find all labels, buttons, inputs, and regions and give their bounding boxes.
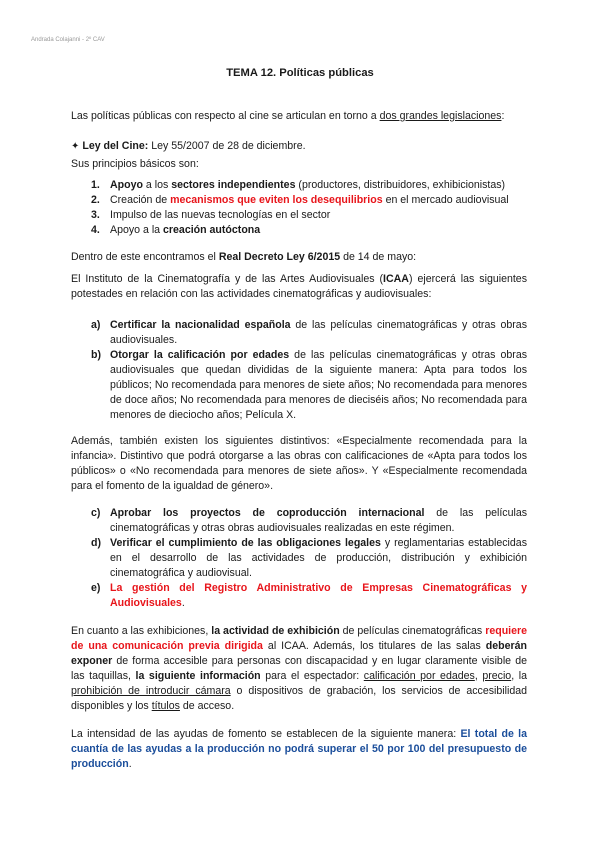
- exhibiciones-paragraph: En cuanto a las exhibiciones, la actividad de exhibición de películas cinematográficas requiere de una comunicación previa dirigida al ICAA. Además, los titulares de las salas deberán exponer de forma accesible para personas con discapacidad y en lugar claramente visible de las taquillas, la siguiente información para el espectador: calificación por edades, precio, la prohibición de introducir cámara o dispositivos de grabación, los servicios de accesibilidad disponibles y los títulos de acceso.: [71, 625, 528, 712]
- intro-paragraph: Las políticas públicas con respecto al cine se articulan en torno a dos grandes legislaciones:: [71, 110, 505, 122]
- potestades-list-ce: [91, 506, 527, 611]
- list-item: 3. Impulso de las nuevas tecnologías en el sector: [91, 209, 331, 221]
- star-bullet-icon: ✦: [71, 141, 80, 152]
- ayudas-paragraph: La intensidad de las ayudas de fomento se establecen de la siguiente manera: El total de la cuantía de las ayudas a la producción no podrá superar el 50 por 100 del presupuesto de producción.: [71, 728, 528, 770]
- page-title: TEMA 12. Políticas públicas: [226, 67, 374, 79]
- list-item: 1. Apoyo a los sectores independientes (productores, distribuidores, exhibicionistas): [91, 179, 506, 191]
- list-item: 4. Apoyo a la creación autóctona: [91, 224, 261, 236]
- ley-cine-line: ✦ Ley del Cine: Ley 55/2007 de 28 de diciembre.: [71, 140, 306, 152]
- list-item: a) Certificar la nacionalidad española de las películas cinematográficas y otras obras audiovisuales.: [91, 319, 527, 346]
- potestades-list-ab: [91, 318, 527, 423]
- list-item: e) La gestión del Registro Administrativo de Empresas Cinematográficas y Audiovisuales.: [91, 582, 527, 609]
- intro-link: dos grandes legislaciones: [379, 110, 502, 122]
- list-item: c) Aprobar los proyectos de coproducción internacional de las películas cinematográficas y otras obras audiovisuales realizadas en este régimen.: [91, 507, 528, 534]
- icaa-paragraph: El Instituto de la Cinematografía y de las Artes Audiovisuales (ICAA) ejercerá las siguientes potestades en relación con las actividades cinematográficas y audiovisuales:: [71, 273, 527, 300]
- list-item: b) Otorgar la calificación por edades de las películas cinematográficas y otras obras audiovisuales que quedan divididas de la siguiente manera: Apta para todos los públicos; No recomendada para menores de siete años; No recomendada para menores de doce años; No recomendada para menores de dieciséis años; No recomendada para menores de dieciocho años; Película X.: [91, 349, 528, 421]
- principios-title: Sus principios básicos son:: [71, 158, 199, 170]
- distintivos-paragraph: Además, también existen los siguientes distintivos: «Especialmente recomendada para la infancia». Distintivo que podrá otorgarse a las obras con calificaciones de «Apta para todos los públicos» o «No recomendada para menores de siete años». Y «Especialmente recomendada para el fomento de la igualdad de género».: [71, 435, 527, 492]
- page-header: Andrada Colajanni - 2º CAV: [31, 37, 105, 43]
- decreto-line: Dentro de este encontramos el Real Decreto Ley 6/2015 de 14 de mayo:: [71, 251, 417, 263]
- list-item: 2. Creación de mecanismos que eviten los desequilibrios en el mercado audiovisual: [91, 194, 509, 206]
- principios-list: [91, 178, 531, 238]
- list-item: d) Verificar el cumplimiento de las obligaciones legales y reglamentarias establecidas en el desarrollo de las actividades de producción, distribución y exhibición cinematográfica y audiovisual.: [91, 537, 527, 579]
